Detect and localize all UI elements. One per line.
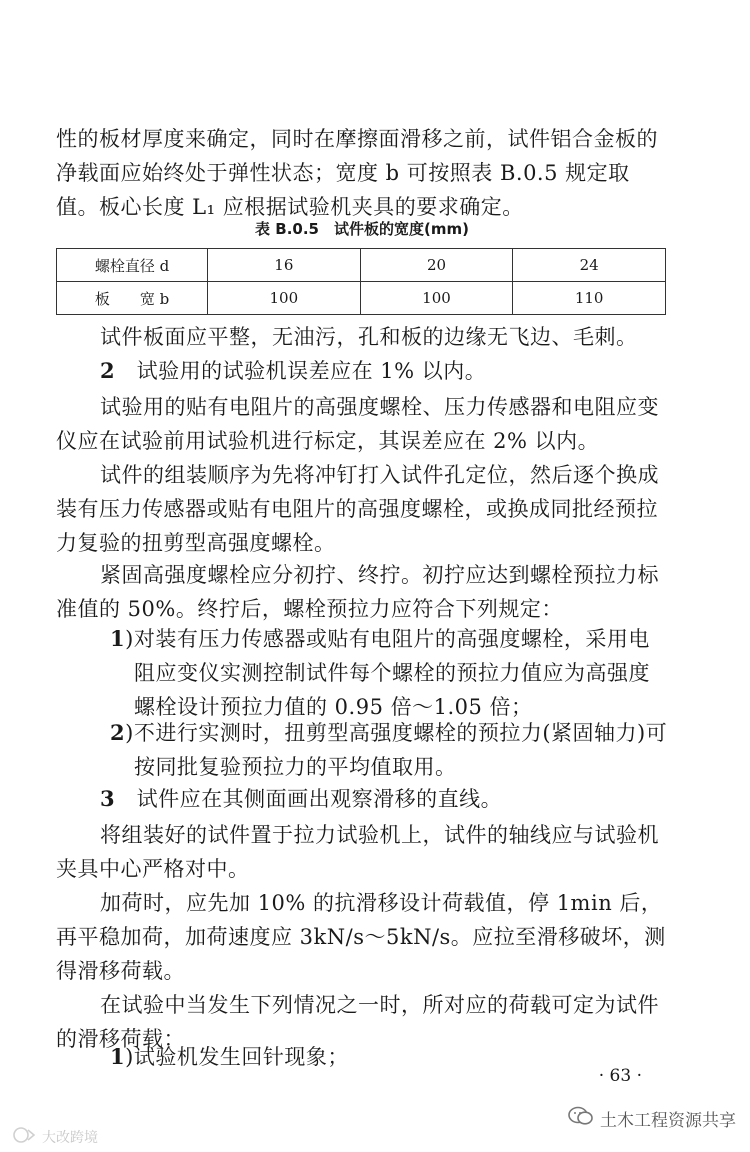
watermark-right — [568, 1106, 736, 1131]
list-item — [110, 1040, 668, 1074]
item-number: 2 — [100, 358, 116, 383]
page-number: · 63 · — [598, 1066, 642, 1086]
list-item — [110, 622, 668, 724]
item-number: 3 — [100, 786, 116, 811]
specimen-width-table — [56, 248, 666, 315]
paragraph-tightening: 紧固高强度螺栓应分初拧、终拧。初拧应达到螺栓预拉力标准值的 50%。终拧后，螺栓预拉力应符合下列规定： — [56, 563, 659, 621]
row-label-bolt-diameter: 螺栓直径 d — [57, 249, 208, 282]
item-text: )不进行实测时，扭剪型高强度螺栓的预拉力(紧固轴力)可按同批复验预拉力的平均值取用。 — [125, 721, 668, 779]
watermark-text: 大改跨境 — [42, 1130, 98, 1146]
table-cell: 100 — [360, 282, 513, 315]
paragraph-surface: 试件板面应平整，无油污，孔和板的边缘无飞边、毛刺。 — [100, 325, 638, 349]
table-cell: 100 — [208, 282, 361, 315]
table-cell: 24 — [513, 249, 666, 282]
item-text: 试验用的试验机误差应在 1% 以内。 — [136, 359, 487, 383]
item-number: 1 — [110, 626, 126, 651]
table-caption: 表 B.0.5 试件板的宽度(mm) — [255, 220, 469, 238]
item-number: 2 — [110, 720, 126, 745]
paragraph-loading: 加荷时，应先加 10% 的抗滑移设计荷载值，停 1min 后，再平稳加荷，加荷速度应 3kN/s～5kN/s。应拉至滑移破坏，测得滑移荷载。 — [56, 891, 666, 983]
watermark-left — [12, 1126, 98, 1148]
row-label-plate-width: 板 宽 b — [57, 282, 208, 315]
paragraph-machine-error — [56, 354, 668, 388]
paragraph-plate-thickness: 性的板材厚度来确定，同时在摩擦面滑移之前，试件铝合金板的净载面应始终处于弹性状态；宽度 b 可按照表 B.0.5 规定取值。板心长度 L₁ 应根据试验机夹具的要求确定。 — [56, 127, 658, 219]
paragraph-assembly: 试件的组装顺序为先将冲钉打入试件孔定位，然后逐个换成装有压力传感器或贴有电阻片的高强度螺栓，或换成同批经预拉力复验的扭剪型高强度螺栓。 — [56, 463, 659, 555]
item-number: 1 — [110, 1044, 126, 1069]
item-text: )对装有压力传感器或贴有电阻片的高强度螺栓，采用电阻应变仪实测控制试件每个螺栓的预拉力值应为高强度螺栓设计预拉力值的 0.95 倍～1.05 倍； — [125, 627, 650, 719]
item-text: 试件应在其侧面画出观察滑移的直线。 — [136, 787, 503, 811]
paragraph-slip-load: 在试验中当发生下列情况之一时，所对应的荷载可定为试件的滑移荷载： — [56, 993, 659, 1051]
wechat-icon — [568, 1106, 594, 1131]
paragraph-alignment: 将组装好的试件置于拉力试验机上，试件的轴线应与试验机夹具中心严格对中。 — [56, 823, 659, 881]
table-row — [57, 282, 666, 315]
table-cell: 110 — [513, 282, 666, 315]
table-row — [57, 249, 666, 282]
item-text: )试验机发生回针现象； — [125, 1045, 349, 1069]
list-item — [110, 716, 668, 784]
paragraph-calibration: 试验用的贴有电阻片的高强度螺栓、压力传感器和电阻应变仪应在试验前用试验机进行标定，其误差应在 2% 以内。 — [56, 395, 659, 453]
table-cell: 20 — [360, 249, 513, 282]
paragraph-slip-line — [56, 782, 668, 816]
table-cell: 16 — [208, 249, 361, 282]
watermark-text: 土木工程资源共享 — [600, 1111, 736, 1131]
logo-icon — [12, 1126, 38, 1148]
